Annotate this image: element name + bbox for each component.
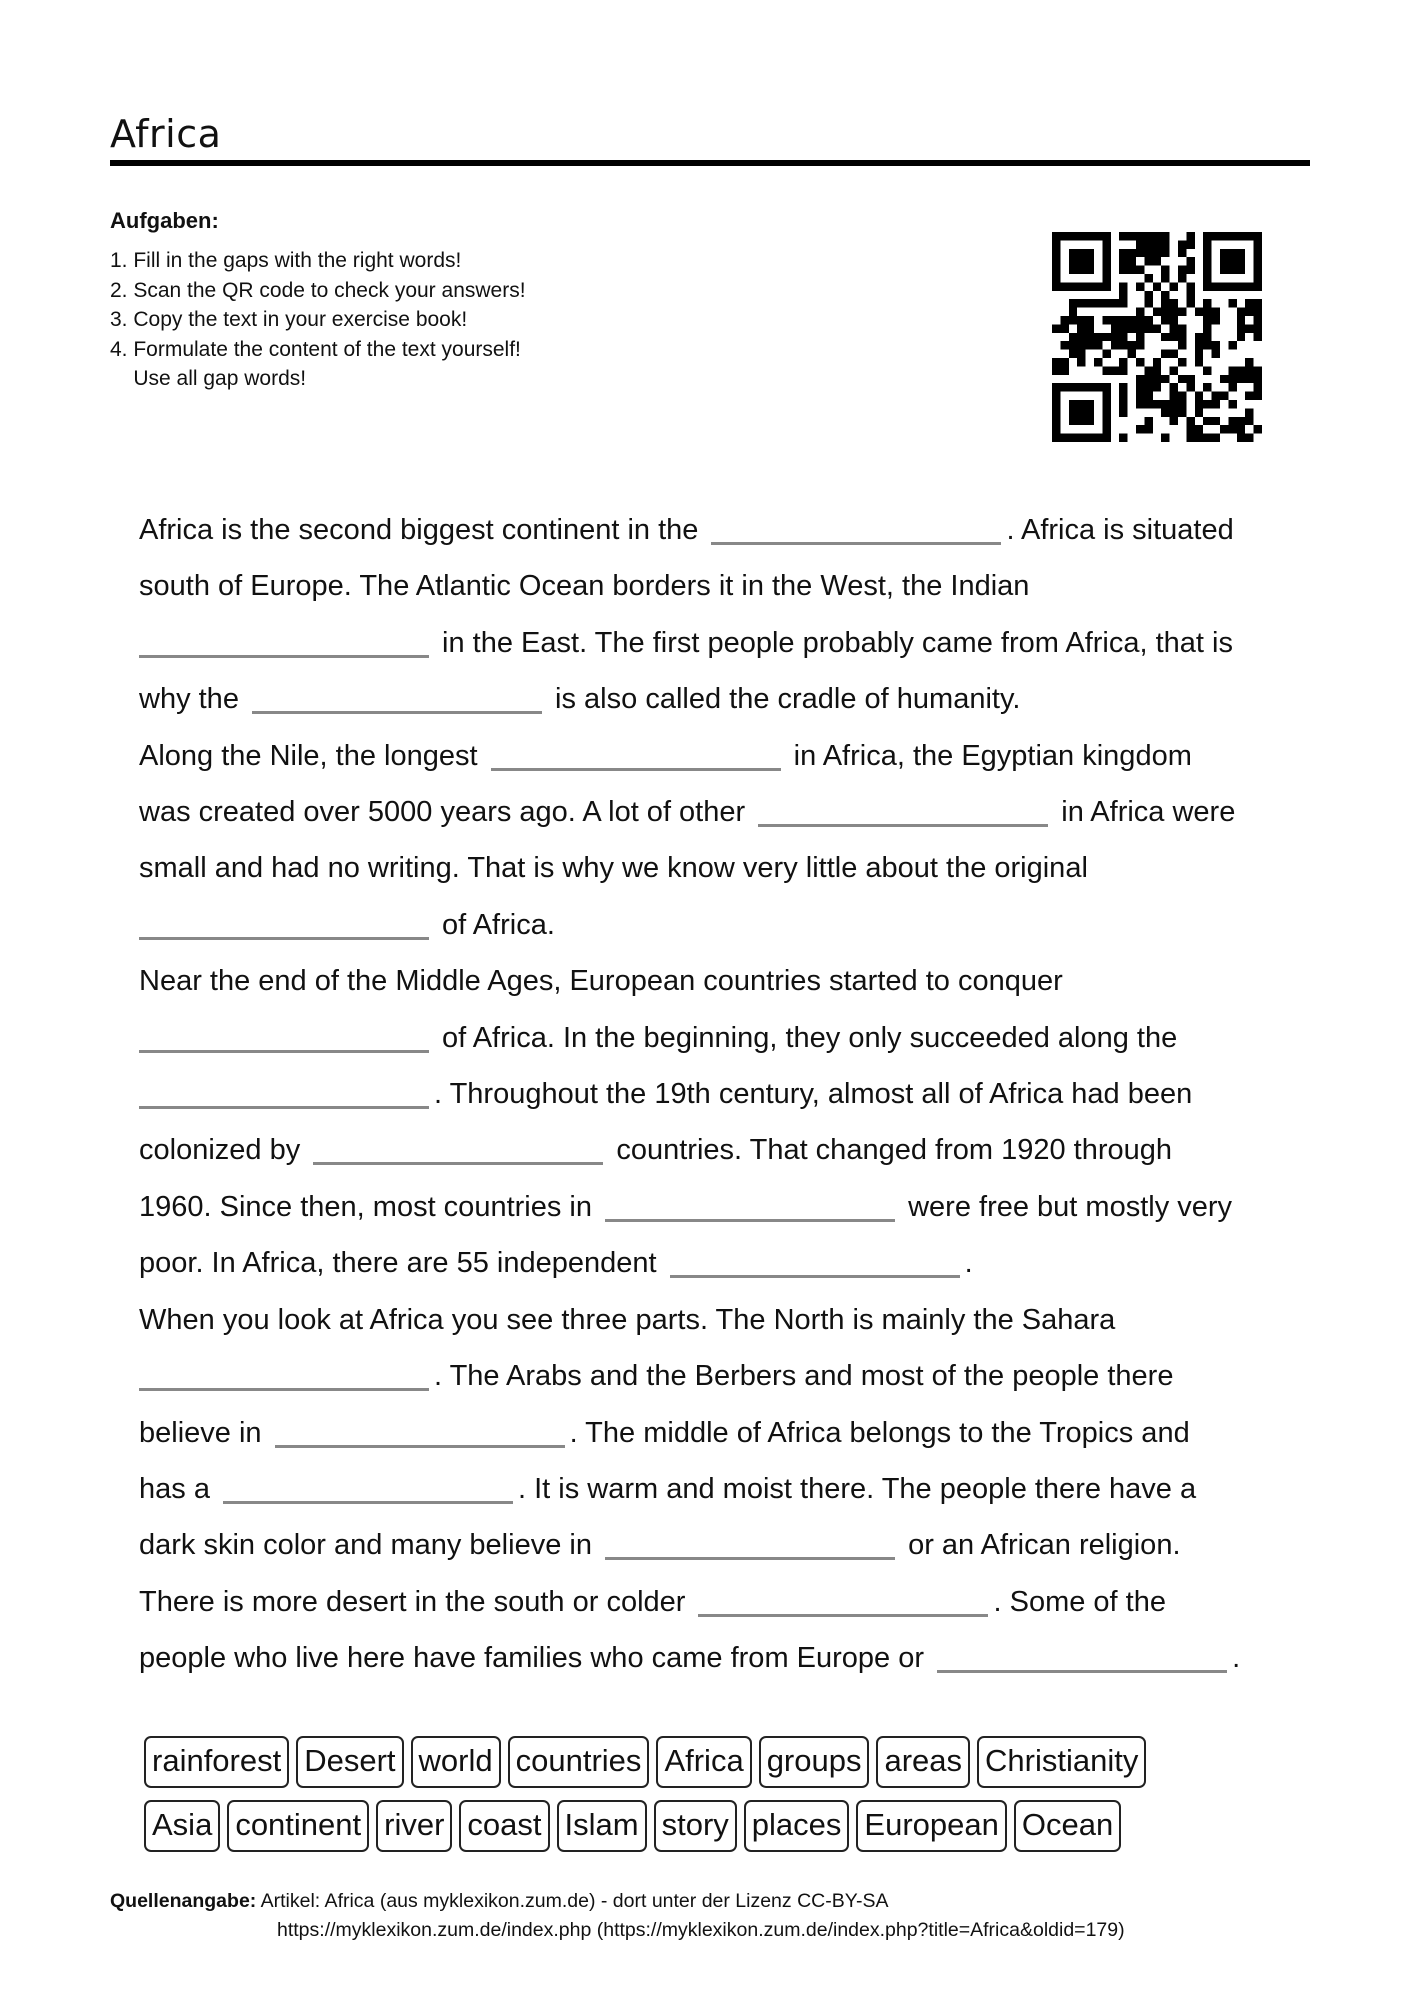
gap-blank[interactable] bbox=[139, 624, 429, 657]
gap-blank[interactable] bbox=[670, 1245, 960, 1278]
text-line bbox=[139, 1122, 1299, 1178]
word-chip[interactable]: European bbox=[856, 1800, 1006, 1852]
task-item: Use all gap words! bbox=[110, 367, 307, 390]
word-bank-row bbox=[144, 1736, 1324, 1788]
gap-blank[interactable] bbox=[139, 906, 429, 939]
gap-blank[interactable] bbox=[313, 1132, 603, 1165]
text-segment: Africa is the second biggest continent in the bbox=[139, 514, 707, 546]
tasks-list bbox=[110, 246, 526, 394]
text-segment: countries. That changed from 1920 through bbox=[608, 1134, 1172, 1167]
text-segment: Near the end of the Middle Ages, European countries started to conquer bbox=[139, 965, 1063, 998]
tasks-heading: Aufgaben: bbox=[110, 208, 219, 233]
word-chip[interactable]: countries bbox=[508, 1736, 650, 1788]
text-segment: When you look at Africa you see three parts. The North is mainly the Sahara bbox=[139, 1303, 1116, 1336]
text-line bbox=[139, 840, 1299, 896]
text-segment: has a bbox=[139, 1472, 218, 1505]
word-chip[interactable]: Desert bbox=[296, 1736, 403, 1788]
text-segment: Along the Nile, the longest bbox=[139, 739, 486, 772]
text-segment: . bbox=[964, 1247, 973, 1280]
word-chip[interactable]: continent bbox=[227, 1800, 369, 1852]
text-line bbox=[139, 1066, 1299, 1122]
text-segment: why the bbox=[139, 683, 247, 716]
text-segment: is also called the cradle of humanity. bbox=[547, 683, 1021, 716]
word-chip[interactable]: rainforest bbox=[144, 1736, 289, 1788]
word-chip[interactable]: Christianity bbox=[977, 1736, 1146, 1788]
text-segment: in Africa, the Egyptian kingdom bbox=[785, 739, 1192, 772]
gap-blank[interactable] bbox=[223, 1470, 513, 1503]
text-segment: believe in bbox=[139, 1416, 270, 1449]
source-url[interactable]: https://myklexikon.zum.de/index.php (https://myklexikon.zum.de/index.php?title=Africa&oldid=179) bbox=[277, 1919, 1125, 1941]
task-item: 1. Fill in the gaps with the right words! bbox=[110, 249, 462, 272]
text-segment: people who live here have families who came from Europe or bbox=[139, 1642, 933, 1675]
title-divider bbox=[110, 160, 1310, 166]
word-chip[interactable]: Africa bbox=[656, 1736, 751, 1788]
text-segment: . The Arabs and the Berbers and most of the people there bbox=[434, 1360, 1174, 1393]
text-line bbox=[139, 1405, 1299, 1461]
page-title: Africa bbox=[110, 112, 222, 156]
text-segment: of Africa. bbox=[434, 908, 555, 941]
text-line bbox=[139, 1179, 1299, 1235]
text-segment: . The middle of Africa belongs to the Tropics and bbox=[569, 1416, 1190, 1449]
text-segment: . It is warm and moist there. The people there have a bbox=[518, 1472, 1197, 1505]
task-item: 4. Formulate the content of the text yourself! bbox=[110, 337, 521, 361]
gap-blank[interactable] bbox=[139, 1076, 429, 1109]
word-chip[interactable]: coast bbox=[459, 1800, 549, 1852]
word-chip[interactable]: places bbox=[744, 1800, 850, 1852]
task-item: 3. Copy the text in your exercise book! bbox=[110, 308, 468, 331]
text-line bbox=[139, 671, 1299, 727]
text-segment: of Africa. In the beginning, they only succeeded along the bbox=[434, 1021, 1178, 1054]
gap-blank[interactable] bbox=[252, 681, 542, 714]
text-line bbox=[139, 558, 1299, 614]
text-segment: was created over 5000 years ago. A lot of other bbox=[139, 796, 754, 829]
word-bank-row bbox=[144, 1800, 1324, 1852]
text-segment: south of Europe. The Atlantic Ocean borders it in the West, the Indian bbox=[139, 570, 1030, 603]
text-segment: or an African religion. bbox=[900, 1529, 1181, 1562]
text-line bbox=[139, 502, 1299, 558]
word-chip[interactable]: Ocean bbox=[1014, 1800, 1121, 1852]
qr-code-icon[interactable] bbox=[1052, 232, 1262, 442]
text-segment: 1960. Since then, most countries in bbox=[139, 1190, 601, 1223]
word-chip[interactable]: Asia bbox=[144, 1800, 220, 1852]
text-line bbox=[139, 615, 1299, 671]
text-segment: were free but mostly very bbox=[900, 1190, 1233, 1223]
text-line bbox=[139, 1348, 1299, 1404]
gap-blank[interactable] bbox=[698, 1583, 988, 1616]
word-bank bbox=[144, 1736, 1324, 1864]
task-item: 2. Scan the QR code to check your answers! bbox=[110, 278, 526, 302]
gap-blank[interactable] bbox=[605, 1527, 895, 1560]
text-segment: There is more desert in the south or colder bbox=[139, 1585, 694, 1618]
source-label: Quellenangabe: bbox=[110, 1890, 257, 1912]
text-segment: colonized by bbox=[139, 1134, 309, 1167]
word-chip[interactable]: world bbox=[411, 1736, 501, 1788]
source-text: Artikel: Africa (aus myklexikon.zum.de) - dort unter der Lizenz CC-BY-SA bbox=[260, 1890, 889, 1912]
text-segment: . Throughout the 19th century, almost all of Africa had been bbox=[434, 1078, 1193, 1111]
gap-blank[interactable] bbox=[139, 1019, 429, 1052]
gap-blank[interactable] bbox=[275, 1414, 565, 1447]
word-chip[interactable]: areas bbox=[876, 1736, 970, 1788]
text-line bbox=[139, 1461, 1299, 1517]
gap-blank[interactable] bbox=[758, 794, 1048, 827]
word-chip[interactable]: river bbox=[376, 1800, 452, 1852]
text-line bbox=[139, 1235, 1299, 1291]
text-line bbox=[139, 1517, 1299, 1573]
gap-text bbox=[139, 502, 1299, 1687]
text-line bbox=[139, 953, 1299, 1009]
text-segment: . Some of the bbox=[993, 1585, 1166, 1618]
gap-blank[interactable] bbox=[491, 737, 781, 770]
text-segment: . bbox=[1232, 1642, 1241, 1675]
text-segment: dark skin color and many believe in bbox=[139, 1529, 601, 1562]
source-citation bbox=[110, 1887, 1125, 1945]
text-segment: . Africa is situated bbox=[1006, 514, 1234, 546]
text-line bbox=[139, 1292, 1299, 1348]
word-chip[interactable]: story bbox=[654, 1800, 737, 1852]
text-line bbox=[139, 784, 1299, 840]
gap-blank[interactable] bbox=[937, 1640, 1227, 1673]
text-segment: in Africa were bbox=[1053, 796, 1236, 829]
word-chip[interactable]: Islam bbox=[557, 1800, 647, 1852]
gap-blank[interactable] bbox=[605, 1188, 895, 1221]
word-chip[interactable]: groups bbox=[759, 1736, 870, 1788]
gap-blank[interactable] bbox=[139, 1358, 429, 1391]
gap-blank[interactable] bbox=[711, 512, 1001, 545]
text-segment: in the East. The first people probably came from Africa, that is bbox=[434, 626, 1233, 659]
text-line bbox=[139, 897, 1299, 953]
text-line bbox=[139, 1010, 1299, 1066]
text-line bbox=[139, 1630, 1299, 1686]
text-segment: poor. In Africa, there are 55 independent bbox=[139, 1247, 665, 1280]
text-line bbox=[139, 728, 1299, 784]
text-segment: small and had no writing. That is why we know very little about the original bbox=[139, 852, 1088, 885]
text-line bbox=[139, 1574, 1299, 1630]
